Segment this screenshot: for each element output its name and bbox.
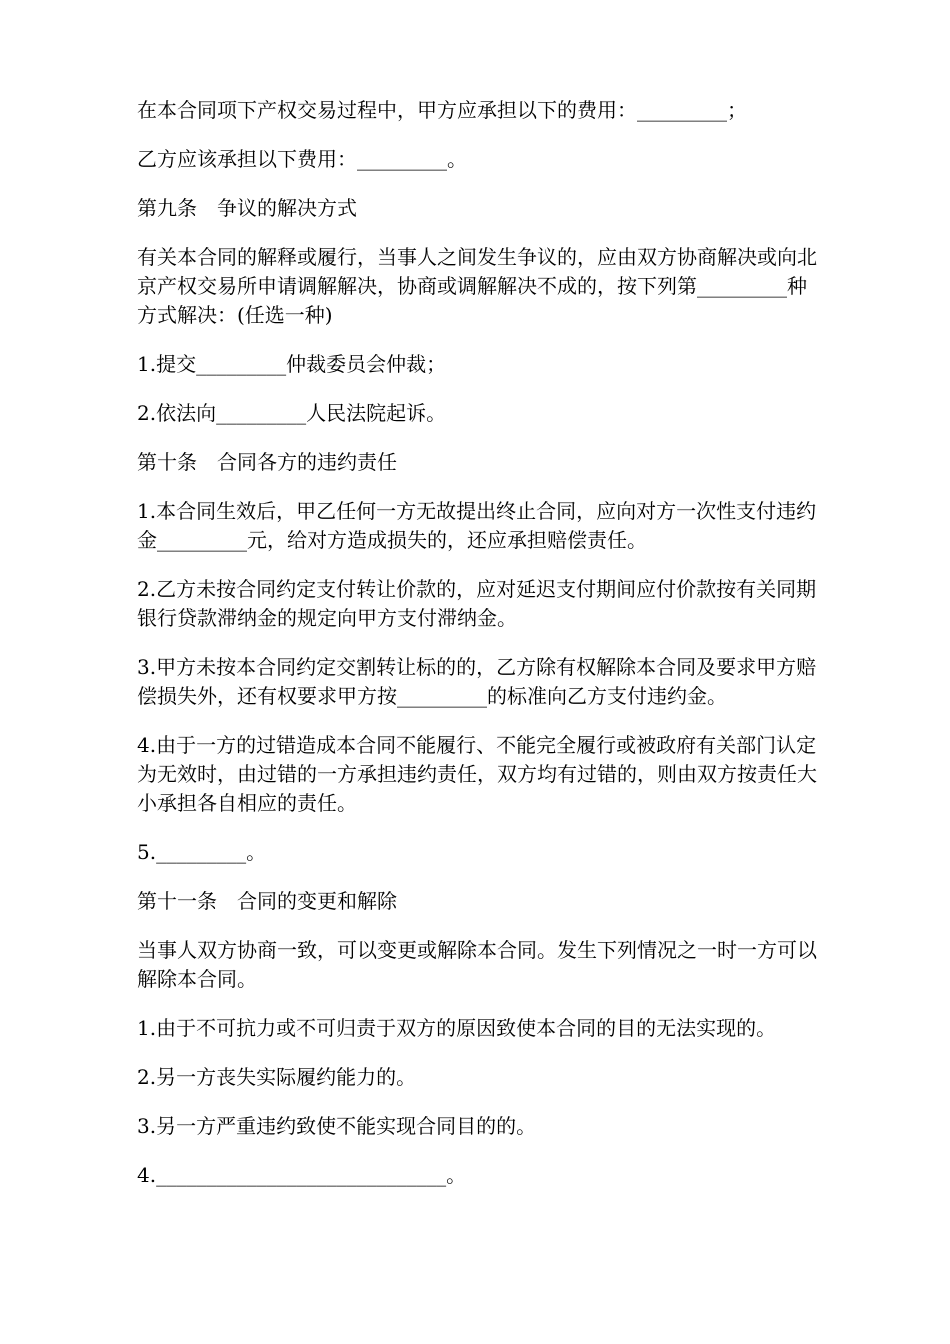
document-page xyxy=(137,96,817,1210)
article-11-heading: 第十一条 合同的变更和解除 xyxy=(137,889,397,913)
termination-item-2: 2.另一方丧失实际履约能力的。 xyxy=(137,1065,417,1089)
liability-item-4: 4.由于一方的过错造成本合同不能履行、不能完全履行或被政府有关部门认定为无效时，由过错的一方承担违约责任，双方均有过错的，则由双方按责任大小承担各自相应的责任。 xyxy=(137,733,817,815)
liability-item-3: 3.甲方未按本合同约定交割转让标的的，乙方除有权解除本合同及要求甲方赔偿损失外，还有权要求甲方按_________的标准向乙方支付违约金。 xyxy=(137,655,817,708)
termination-item-3: 3.另一方严重违约致使不能实现合同目的的。 xyxy=(137,1114,537,1138)
termination-intro-paragraph: 当事人双方协商一致，可以变更或解除本合同。发生下列情况之一时一方可以解除本合同。 xyxy=(137,938,817,991)
liability-item-5: 5._________。 xyxy=(137,840,267,864)
lawsuit-item: 2.依法向_________人民法院起诉。 xyxy=(137,401,447,425)
liability-item-2: 2.乙方未按合同约定支付转让价款的，应对延迟支付期间应付价款按有关同期银行贷款滞纳金的规定向甲方支付滞纳金。 xyxy=(137,577,817,630)
termination-item-4: 4._____________________________。 xyxy=(137,1163,467,1187)
article-9-heading: 第九条 争议的解决方式 xyxy=(137,196,357,220)
fee-party-b-paragraph: 乙方应该承担以下费用：_________。 xyxy=(137,147,467,171)
article-10-heading: 第十条 合同各方的违约责任 xyxy=(137,450,397,474)
liability-item-1: 1.本合同生效后，甲乙任何一方无故提出终止合同，应向对方一次性支付违约金_________元，给对方造成损失的，还应承担赔偿责任。 xyxy=(137,499,817,552)
fee-party-a-paragraph: 在本合同项下产权交易过程中，甲方应承担以下的费用：_________； xyxy=(137,98,747,122)
dispute-resolution-paragraph: 有关本合同的解释或履行，当事人之间发生争议的，应由双方协商解决或向北京产权交易所申请调解解决，协商或调解解决不成的，按下列第_________种方式解决：(任选一种) xyxy=(137,245,817,327)
arbitration-item: 1.提交_________仲裁委员会仲裁； xyxy=(137,352,447,376)
termination-item-1: 1.由于不可抗力或不可归责于双方的原因致使本合同的目的无法实现的。 xyxy=(137,1016,777,1040)
